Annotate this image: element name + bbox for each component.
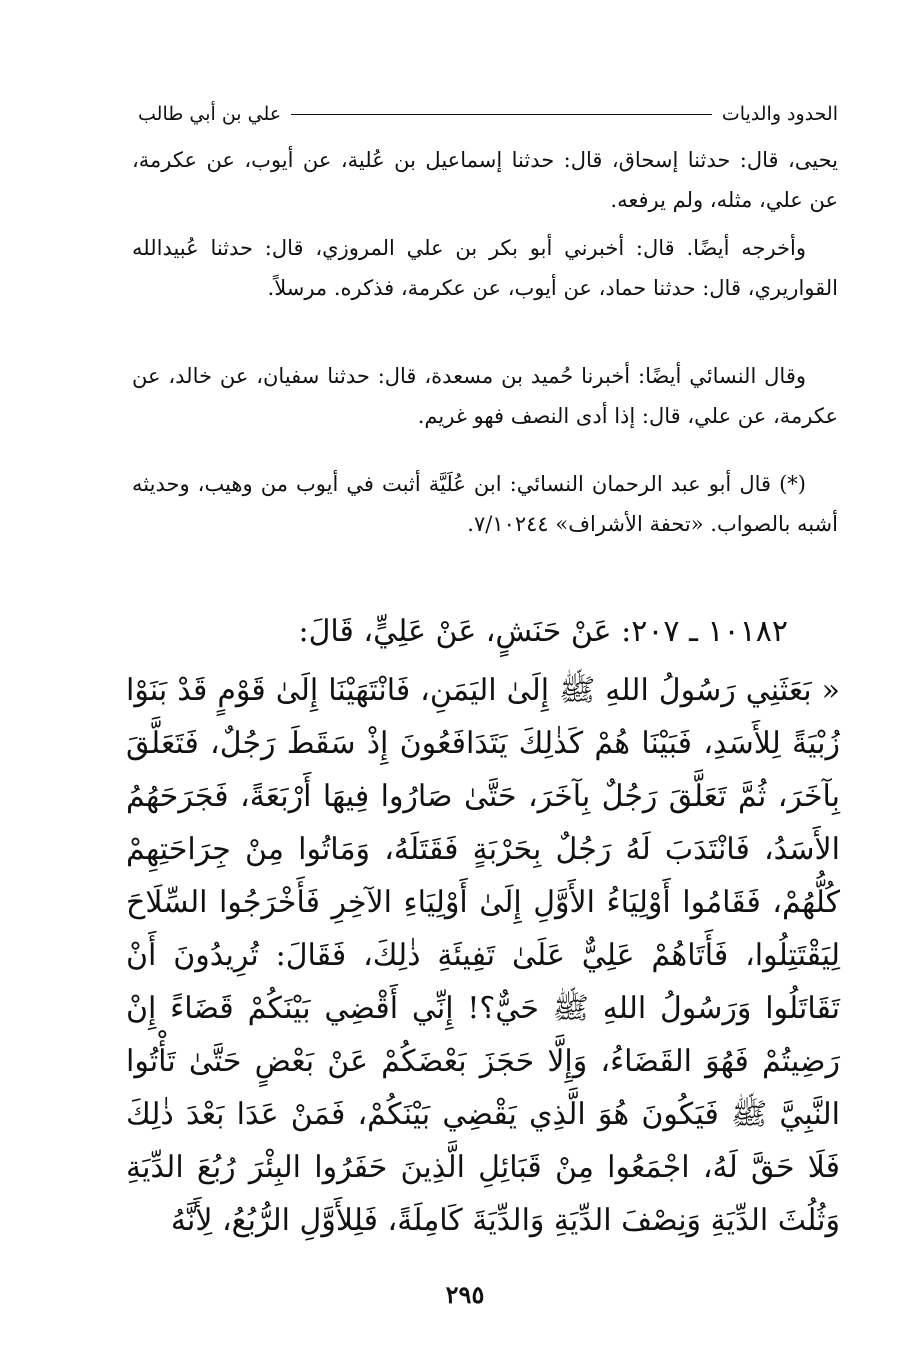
footnote-paragraph-1: يحيى، قال: حدثنا إسحاق، قال: حدثنا إسماعيل بن عُلية، عن أيوب، عن عكرمة، عن علي، مثله، ولم يرفعه. bbox=[132, 148, 838, 212]
hadith-text: « بَعَثَنِي رَسُولُ اللهِ ﷺ إِلَىٰ اليَمَنِ، فَانْتَهَيْنَا إِلَىٰ قَوْمٍ قَدْ بَنَوْا زُبْيَةً لِلأَسَدِ، فَبَيْنَا هُمْ كَذٰلِكَ يَتَدَافَعُونَ إِذْ سَقَطَ رَجُلٌ، فَتَعَلَّقَ بِآخَرَ، ثُمَّ تَعَلَّقَ رَجُلٌ بِآخَرَ، حَتَّىٰ صَارُوا فِيهَا أَرْبَعَةً، فَجَرَحَهُمُ الأَسَدُ، فَانْتَدَبَ لَهُ رَجُلٌ بِحَرْبَةٍ فَقَتَلَهُ، وَمَاتُوا مِنْ جِرَاحَتِهِمْ كُلُّهُمْ، فَقَامُوا أَوْلِيَاءُ الأَوَّلِ إِلَىٰ أَوْلِيَاءِ الآخِرِ فَأَخْرَجُوا السِّلَاحَ لِيَقْتَتِلُوا، فَأَتَاهُمْ عَلِيٌّ عَلَىٰ تَفِيئَةِ ذٰلِكَ، فَقَالَ: تُرِيدُونَ أَنْ تَقَاتَلُوا وَرَسُولُ اللهِ ﷺ حَيٌّ؟! إِنِّي أَقْضِي بَيْنَكُمْ قَضَاءً إِنْ رَضِيتُمْ فَهُوَ القَضَاءُ، وَإِلَّا حَجَزَ بَعْضَكُمْ عَنْ بَعْضٍ حَتَّىٰ تَأْتُوا النَّبِيَّ ﷺ فَيَكُونَ هُوَ الَّذِي يَقْضِي بَيْنَكُمْ، فَمَنْ عَدَا بَعْدَ ذٰلِكَ فَلَا حَقَّ لَهُ، اجْمَعُوا مِنْ قَبَائِلِ الَّذِينَ حَفَرُوا البِئْرَ رُبُعَ الدِّيَةِ وَثُلُثَ الدِّيَةِ وَنِصْفَ الدِّيَةِ وَالدِّيَةَ كَامِلَةً، فَلِلأَوَّلِ الرُّبُعُ، لِأَنَّهُ bbox=[126, 673, 840, 1238]
footnote-paragraph-2: وأخرجه أيضًا. قال: أخبرني أبو بكر بن علي المروزي، قال: حدثنا عُبيدالله القواريري، قال: حدثنا حماد، عن أيوب، عن عكرمة، فذكره. مرسلاً. bbox=[132, 236, 838, 300]
header-section-title: الحدود والديات bbox=[721, 103, 838, 125]
header-rule bbox=[291, 114, 712, 115]
page-number: ٢٩٥ bbox=[445, 1280, 485, 1309]
running-header bbox=[138, 100, 838, 128]
hadith-heading: ١٠١٨٢ ـ ٢٠٧: عَنْ حَنَشٍ، عَنْ عَلِيٍّ، قَالَ: bbox=[298, 614, 788, 649]
header-chapter-title: علي بن أبي طالب bbox=[138, 103, 282, 125]
footnote-paragraph-3: وقال النسائي أيضًا: أخبرنا حُميد بن مسعدة، قال: حدثنا سفيان، عن خالد، عن عكرمة، عن علي، قال: إذا أدى النصف فهو غريم. bbox=[132, 364, 838, 428]
footnote-paragraph-4: (*) قال أبو عبد الرحمان النسائي: ابن عُلَيَّة أثبت في أيوب من وهيب، وحديثه أشبه بالصواب. «تحفة الأشراف» ٧/١٠٢٤٤. bbox=[132, 472, 838, 536]
